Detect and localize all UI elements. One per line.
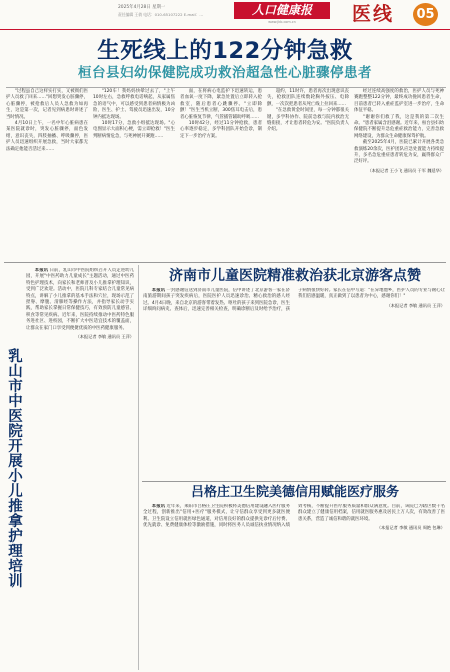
article3-byline: （本报记者 李敏 通讯员 王萍） [386, 302, 445, 308]
article1-paragraph: "谢谢你们救了我，这是我的第二次生命。"患者家属含泪感谢。近年来，桓台县妇幼保健院不断提升急危重症救治能力，完善急救网络建设，为群众生命健康保驾护航。 [354, 114, 444, 139]
article3-body [143, 288, 445, 478]
article3-headline: 济南市儿童医院精准救治获北京游客点赞 [169, 268, 421, 284]
newspaper-url: www.jkb.com.cn [268, 20, 296, 24]
article4-headline: 吕格庄卫生院美德信用赋能医疗服务 [190, 485, 399, 500]
article1-paragraph: 10时42分，经过11分钟抢救，患者心率逐步稳定，多学科团队开始会诊，制定下一步治疗方案。 [180, 121, 262, 139]
article1-paragraph: 面，在将病心电监护下迅速转运，患者血氧一度下降，紧急处置后立即转入抢救室，随后患者心跳骤停。"立即除颤！"医生当机立断，300焦耳电击后，患者心脏恢复节律，气管插管辅助呼吸…… [180, 89, 262, 120]
article2-text: 日前，乳山市中医院组织召开人员走进幼儿园，开展"中医药助力儿童成长"主题活动，通过中医药特色护理技术，向家长和老师普及小儿推拿护理知识，受到广泛欢迎。活动中，医院儿科专家结合儿童常见病特点，讲解了小儿推拿的基本手法和穴位，现场示范了捏脊、摩腹、清肺经等操作方法，并指导家长动手实践，帮助家长掌握日常保健技巧，有效预防儿童感冒、积食等常见疾病。近年来，医院持续推动中医药特色服务进社区、进校园，不断扩大中医适宜技术的覆盖面，让群众在家门口享受到便捷优质的中医药健康服务。 [26, 268, 134, 331]
article4-byline: （本报记者 李敏 通讯员 周艳 包琳） [376, 525, 445, 531]
section-divider [4, 262, 446, 263]
newspaper-logo: 人口健康报 [234, 2, 330, 19]
section-divider [142, 481, 446, 482]
article1-rule [6, 87, 446, 88]
page-number-badge: 05 [413, 3, 438, 26]
article2-lead-tag: 本报讯 [34, 268, 49, 273]
article1-paragraph: 截至2025年4月，医院已累计开展各类急救演练20余次，医护团队应急处置能力持续提升，多名急危重症患者转危为安，赢得群众广泛好评。 [354, 140, 444, 165]
article1-headline: 生死线上的122分钟急救 [97, 38, 353, 64]
section-name: 医线 [352, 3, 395, 25]
masthead-date: 2025年4月28日 星期一 [118, 5, 166, 10]
article4-body [143, 504, 445, 668]
masthead-rule [0, 29, 450, 30]
column-divider [138, 265, 139, 670]
article1-paragraph: 超约，11时许，患者再次出现意识丧失，抢救团队连续数轮胸外按压、电除颤，一次次把患者从死亡线上拉回来…… [267, 89, 349, 107]
article1-paragraph: "过程虽自己这样实打实，又被彻们医护人员救了回来……"回想突发心脏骤停，心脏骤停，被抢救后人员人急救为如再生，这是第一次，记者见到病患时讲述了当时情况。 [6, 89, 88, 120]
article1-column-3 [180, 89, 262, 259]
article2-headline: 乳山市中医院开展小儿推拿护理培训 [6, 348, 22, 588]
article1-paragraph: 4月10日上午，一名中年心脏病患在某医院就诊时，突发心脏骤停，面色发绀，意识丧失，四肢抽搐、呼吸骤停，医护人员迅速组织开展急救，当时大家都无法确定他能否活过来…… [6, 121, 88, 152]
article1-subheadline: 桓台县妇幼保健院成功救治超急性心脏骤停患者 [78, 65, 372, 81]
masthead-editor: 责任编辑 王倩 电话：010-65107222 E-mail：... [118, 12, 204, 17]
article3-text: 一封感谢信送到济南市儿童医院，信中讲述了北京游客一家在济南旅游期间孩子突发疾病后，医院医护人员迅速诊治、精心救治的感人经过。4月4日晚，来自北京的游客带着发热、呕吐的孩子来到医院急诊，医生详细询问病史、查体后，迅速完善相关检查，明确诊断后及时给予治疗，孩子病情很快好转。家长在信中写道："在异地他乡，医护人员的专业与耐心让我们倍感温暖，真正做到了以患者为中心，感谢你们！" [143, 288, 445, 313]
article1-paragraph: 10时17分，急救小组抵达现场。"心电图显示大面积心梗，需立即抢救！"医生判断病情危急，与死神展开赛跑…… [93, 121, 175, 139]
article1-byline: （本报记者 王小飞 通讯员 于军 魏延华） [367, 167, 444, 173]
article1-paragraph: 经过连续高强度的救治，医护人员与死神赛跑整整122分钟，最终成功挽回患者生命，目前患者已转入重症监护室进一步治疗，生命体征平稳。 [354, 89, 444, 114]
article3-lead-tag: 本报讯 [151, 288, 166, 293]
article1-column-1 [6, 89, 88, 259]
article1-paragraph: "在急救黄金时间里，每一分钟都很关键，多学科协作、院前急救与院内救治无缝衔接，才让患者转危为安。"医院负责人介绍。 [267, 108, 349, 133]
article1-column-2 [93, 89, 175, 259]
article4-text: 近年来，莱阳市吕格庄卫生院积极将美德信用建设融入医疗服务全过程，创新推出"信用+医疗"服务模式，让守信群众享受到更多就医便利。卫生院设立信用就医绿色通道，对信用良好的群众提供先诊疗后付费、优先就诊、免费健康体检等激励措施，同时将医务人员诚信执业情况纳入绩效考核，不断提升医疗服务质量和群众满意度。目前，该院已为辖区数千名群众建立了健康信用档案，信用就医服务惠及居民上万人次，有效改善了医患关系，营造了诚信和谐的就医环境。 [143, 504, 445, 529]
article2-body [26, 268, 134, 668]
article1-column-4 [267, 89, 349, 259]
masthead [0, 0, 450, 30]
article2-byline: （本报记者 李敏 通讯员 王萍） [75, 334, 134, 340]
article1-column-5 [354, 89, 444, 259]
article4-lead-tag: 本报讯 [151, 504, 166, 509]
article1-paragraph: "120车！我妈妈快晕过去了，"上午10时左右，急救呼救电话响起，从家属焦急的语气中，可以感受到患者病情极为凶险，医生、护士、驾驶员迅速出发，10分钟内抵达现场。 [93, 89, 175, 120]
